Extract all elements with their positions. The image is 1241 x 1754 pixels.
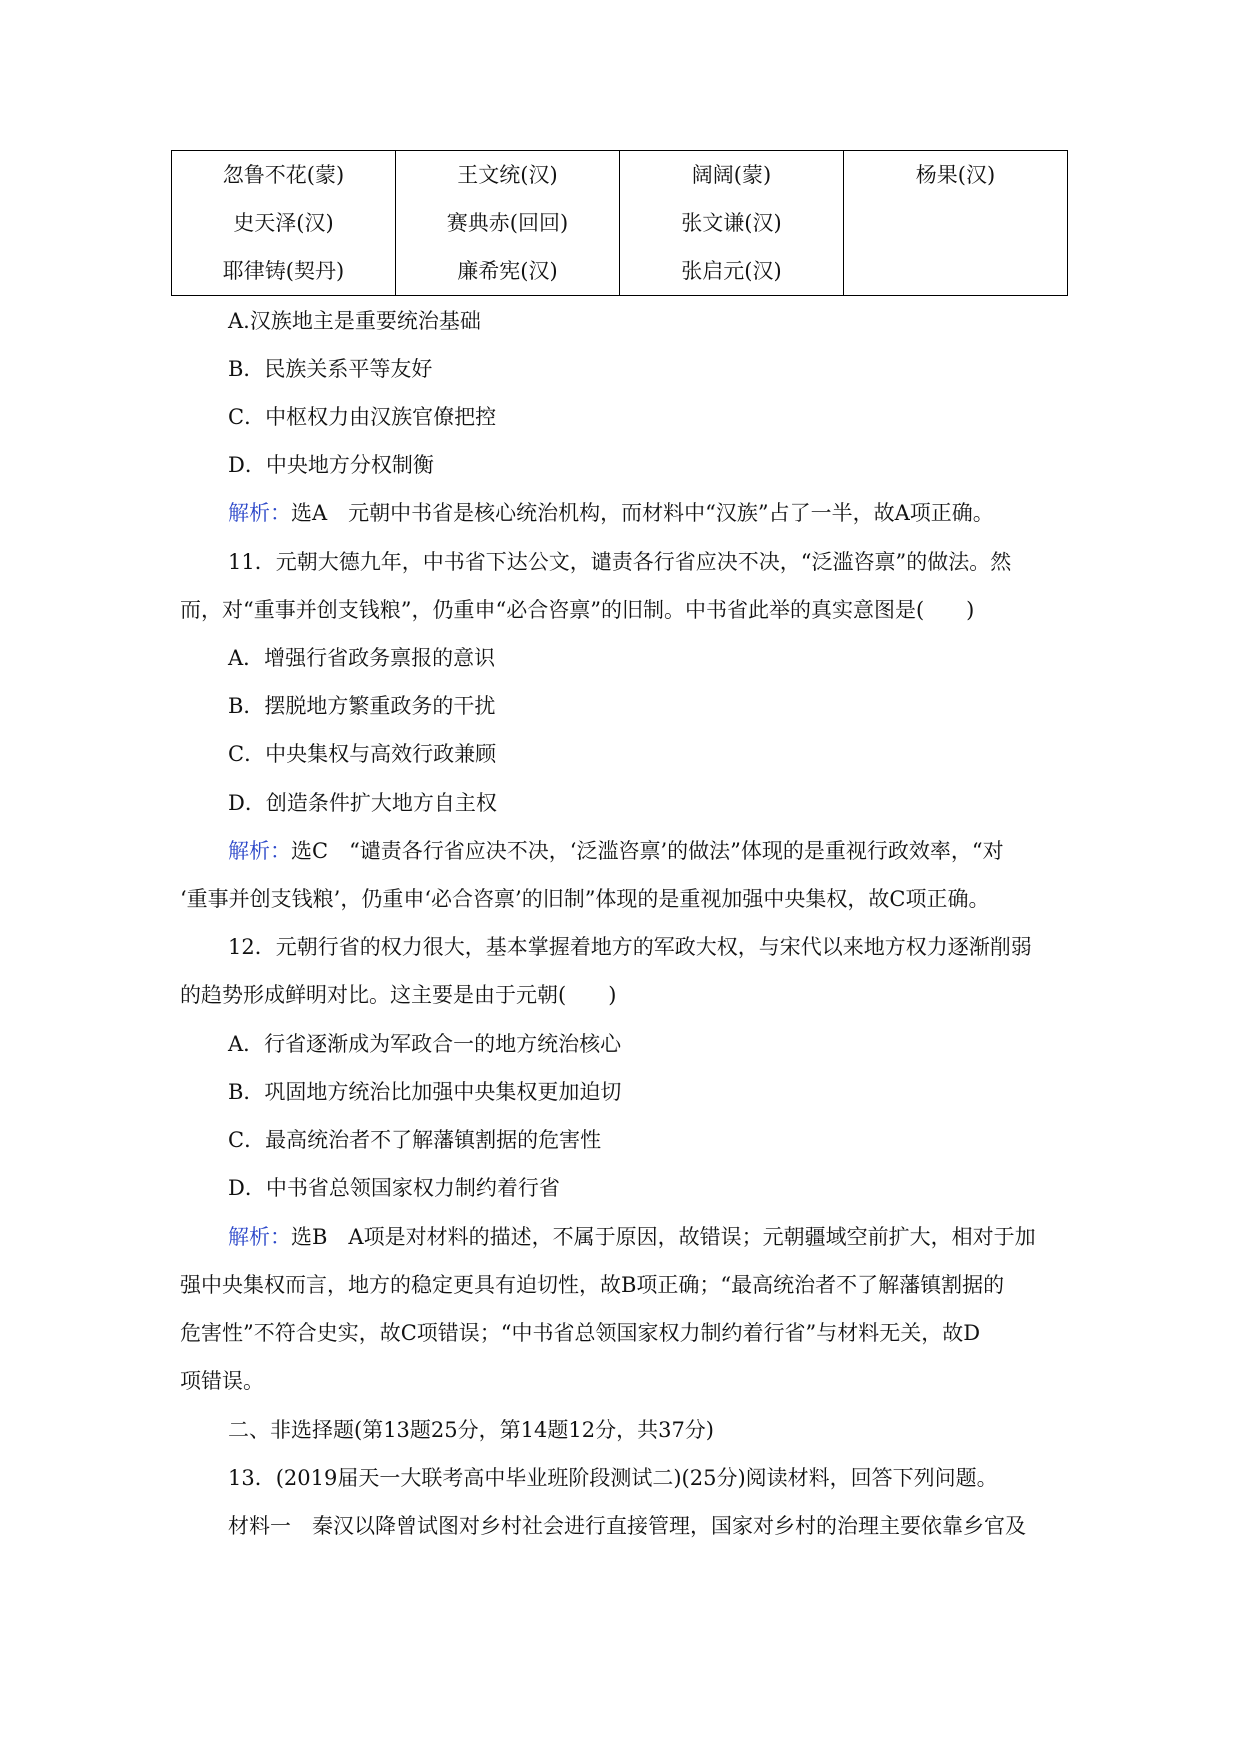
q10-option-c: C．中枢权力由汉族官僚把控 — [228, 405, 497, 429]
table-row — [172, 151, 1068, 296]
table-cell — [172, 151, 396, 296]
table-cell — [396, 151, 620, 296]
analysis-label: 解析： — [228, 501, 291, 525]
cell-text — [844, 199, 1067, 247]
q12-option-d: D．中书省总领国家权力制约着行省 — [228, 1176, 560, 1200]
cell-text: 杨果(汉) — [915, 163, 996, 187]
q11-analysis-line2: ‘重事并创支钱粮’，仍重申‘必合咨禀’的旧制”体现的是重视加强中央集权，故C项正确。 — [180, 887, 990, 911]
cell-text: 张启元(汉) — [681, 259, 782, 283]
q12-analysis-line1 — [228, 1222, 1108, 1252]
analysis-text: 选A 元朝中书省是核心统治机构，而材料中“汉族”占了一半，故A项正确。 — [291, 501, 994, 525]
analysis-text: 选B A项是对材料的描述，不属于原因，故错误；元朝疆域空前扩大，相对于加 — [291, 1225, 1036, 1249]
analysis-text: 选C “谴责各行省应决不决，‘泛滥咨禀’的做法”体现的是重视行政效率，“对 — [291, 839, 1004, 863]
cell-text: 耶律铸(契丹) — [222, 259, 345, 283]
cell-text: 王文统(汉) — [457, 163, 558, 187]
q11-option-b: B．摆脱地方繁重政务的干扰 — [228, 694, 496, 718]
q12-analysis-line2: 强中央集权而言，地方的稳定更具有迫切性，故B项正确；“最高统治者不了解藩镇割据的 — [180, 1273, 1005, 1297]
q10-option-d: D．中央地方分权制衡 — [228, 453, 434, 477]
q11-analysis-line1 — [228, 836, 1108, 866]
q12-stem-line1: 12．元朝行省的权力很大，基本掌握着地方的军政大权，与宋代以来地方权力逐渐削弱 — [228, 935, 1032, 959]
q11-stem-line2: 而，对“重事并创支钱粮”，仍重申“必合咨禀”的旧制。中书省此举的真实意图是( ) — [180, 598, 975, 622]
cell-text: 廉希宪(汉) — [457, 259, 558, 283]
cell-text — [844, 247, 1067, 295]
cell-text: 忽鲁不花(蒙) — [222, 163, 345, 187]
cell-text: 阔阔(蒙) — [691, 163, 772, 187]
q12-option-a: A．行省逐渐成为军政合一的地方统治核心 — [228, 1032, 622, 1056]
q10-analysis — [228, 498, 1108, 528]
q10-option-b: B．民族关系平等友好 — [228, 357, 433, 381]
q13-stem: 13．(2019届天一大联考高中毕业班阶段测试二)(25分)阅读材料，回答下列问题。 — [228, 1466, 998, 1490]
q10-option-a: A.汉族地主是重要统治基础 — [228, 309, 481, 333]
cell-text: 张文谦(汉) — [681, 211, 782, 235]
q11-option-c: C．中央集权与高效行政兼顾 — [228, 742, 497, 766]
q11-option-a: A．增强行省政务禀报的意识 — [228, 646, 496, 670]
table-cell — [620, 151, 844, 296]
q12-option-b: B．巩固地方统治比加强中央集权更加迫切 — [228, 1080, 622, 1104]
cell-text: 史天泽(汉) — [233, 211, 334, 235]
q11-stem-line1: 11．元朝大德九年，中书省下达公文，谴责各行省应决不决，“泛滥咨禀”的做法。然 — [228, 550, 1012, 574]
officials-table — [171, 150, 1068, 296]
q12-analysis-line4: 项错误。 — [180, 1369, 264, 1393]
cell-text: 赛典赤(回回) — [446, 211, 569, 235]
q11-option-d: D．创造条件扩大地方自主权 — [228, 791, 497, 815]
table-cell — [844, 151, 1068, 296]
analysis-label: 解析： — [228, 1225, 291, 1249]
q13-material1: 材料一 秦汉以降曾试图对乡村社会进行直接管理，国家对乡村的治理主要依靠乡官及 — [228, 1514, 1026, 1538]
q12-analysis-line3: 危害性”不符合史实，故C项错误；“中书省总领国家权力制约着行省”与材料无关，故D — [180, 1321, 981, 1345]
analysis-label: 解析： — [228, 839, 291, 863]
section-title: 二、非选择题(第13题25分，第14题12分，共37分) — [228, 1418, 714, 1442]
q12-stem-line2: 的趋势形成鲜明对比。这主要是由于元朝( ) — [180, 983, 617, 1007]
q12-option-c: C．最高统治者不了解藩镇割据的危害性 — [228, 1128, 602, 1152]
